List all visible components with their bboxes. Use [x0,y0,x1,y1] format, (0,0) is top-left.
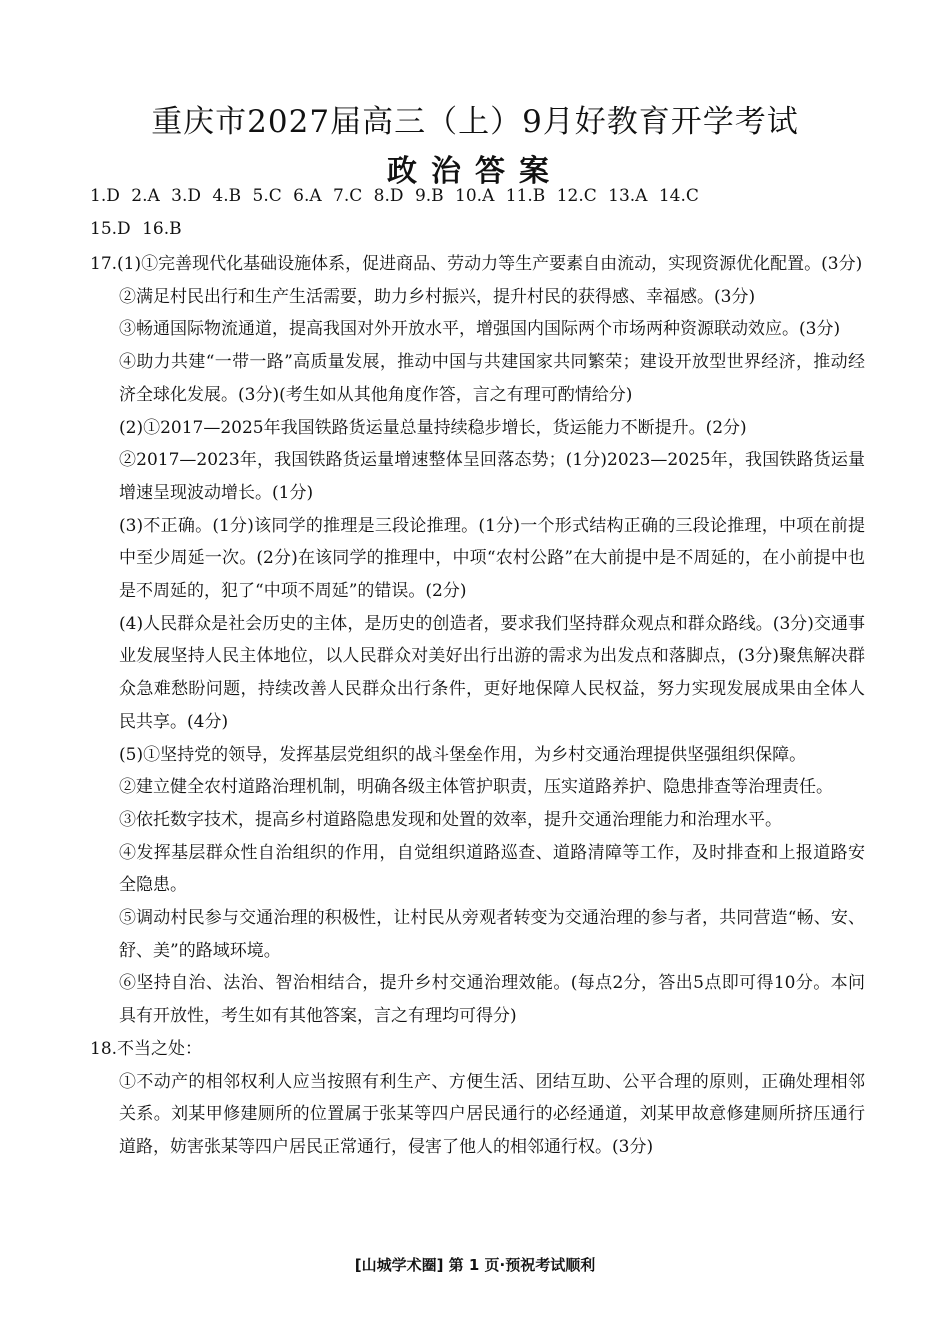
q18-point1: ①不动产的相邻权利人应当按照有利生产、方便生活、团结互助、公平合理的原则，正确处理相邻关系。刘某甲修建厕所的位置属于张某等四户居民通行的必经通道，刘某甲故意修建厕所挤压通行道路，妨害张某等四户居民正常通行，侵害了他人的相邻通行权。(3分) [119,1071,865,1157]
q17-part5-point2: ②建立健全农村道路治理机制，明确各级主体管护职责，压实道路养护、隐患排查等治理责任。 [119,777,833,798]
q17-part2-point1: (2)①2017—2025年我国铁路货运量总量持续稳步增长，货运能力不断提升。(2分) [119,417,747,438]
q17-part5-point5: ⑤调动村民参与交通治理的积极性，让村民从旁观者转变为交通治理的参与者，共同营造“畅、安、舒、美”的路域环境。 [119,908,865,961]
q17-part1-point1: 17.(1)①完善现代化基础设施体系，促进商品、劳动力等生产要素自由流动，实现资源优化配置。(3分) [90,254,863,274]
choice-answers-line-2: 15.D 16.B [90,219,182,239]
document-subtitle: 政治答案 [387,154,563,189]
q17-part5-point6: ⑥坚持自治、法治、智治相结合，提升乡村交通治理效能。(每点2分，答出5点即可得10分。本问具有开放性，考生如有其他答案，言之有理均可得分) [119,973,865,1027]
q17-part5-point3: ③依托数字技术，提高乡村道路隐患发现和处置的效率，提升交通治理能力和治理水平。 [119,809,782,830]
q17-part1-point4: ④助力共建“一带一路”高质量发展，推动中国与共建国家共同繁荣；建设开放型世界经济，推动经济全球化发展。(3分)(考生如从其他角度作答，言之有理可酌情给分) [119,352,865,405]
page-footer: [山城学术圈] 第 1 页·预祝考试顺利 [354,1256,596,1274]
q17-part5-point1: (5)①坚持党的领导，发挥基层党组织的战斗堡垒作用，为乡村交通治理提供坚强组织保障。 [119,744,807,765]
q17-part2-point2: ②2017—2023年，我国铁路货运量增速整体呈回落态势；(1分)2023—2025年，我国铁路货运量增速呈现波动增长。(1分) [119,450,865,503]
q18-heading: 18.不当之处： [90,1038,203,1059]
q17-part4: (4)人民群众是社会历史的主体，是历史的创造者，要求我们坚持群众观点和群众路线。(3分)交通事业发展坚持人民主体地位，以人民群众对美好出行出游的需求为出发点和落脚点，(3分)聚焦解决群众急难愁盼问题，持续改善人民群众出行条件，更好地保障人民权益，努力实现发展成果由全体人民共享。(4分) [119,613,865,732]
document-title: 重庆市2027届高三（上）9月好教育开学考试 [151,104,799,140]
q17-part1-point2: ②满足村民出行和生产生活需要，助力乡村振兴，提升村民的获得感、幸福感。(3分) [119,286,756,307]
choice-answers-line-1: 1.D 2.A 3.D 4.B 5.C 6.A 7.C 8.D 9.B 10.A 11.B 12.C 13.A 14.C [90,186,699,206]
answer-body [90,248,865,1164]
q17-part3: (3)不正确。(1分)该同学的推理是三段论推理。(1分)一个形式结构正确的三段论推理，中项在前提中至少周延一次。(2分)在该同学的推理中，中项“农村公路”在大前提中是不周延的，在小前提中也是不周延的，犯了“中项不周延”的错误。(2分) [119,515,865,602]
q17-part1-point3: ③畅通国际物流通道，提高我国对外开放水平，增强国内国际两个市场两种资源联动效应。(3分) [119,319,841,340]
q17-part5-point4: ④发挥基层群众性自治组织的作用，自觉组织道路巡查、道路清障等工作，及时排查和上报道路安全隐患。 [119,842,865,896]
